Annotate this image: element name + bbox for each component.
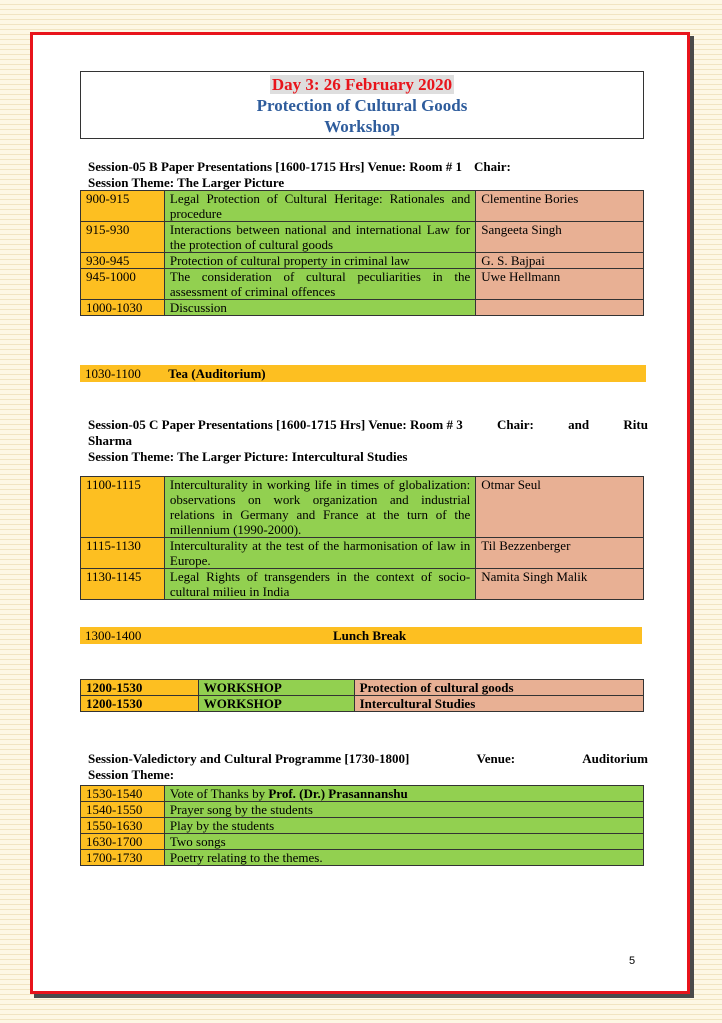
valedictory-row [81, 850, 644, 866]
workshop-topic: Protection of cultural goods [354, 680, 643, 696]
valedictory-row [81, 834, 644, 850]
valedictory-venue-value: Auditorium [582, 751, 648, 766]
workshop-time: 1200-1530 [81, 680, 199, 696]
topic-cell: Interactions between national and international Law for the protection of cultural goods [164, 222, 475, 253]
valedictory-row [81, 786, 644, 802]
valedictory-theme: Session Theme: [88, 767, 175, 782]
workshop-row [81, 696, 644, 712]
session-c-title: Session-05 C Paper Presentations [1600-1715 Hrs] Venue: Room # 3 [88, 417, 463, 432]
table-row [81, 253, 644, 269]
time-cell: 1130-1145 [81, 569, 165, 600]
topic-cell: Protection of cultural property in criminal law [164, 253, 475, 269]
workshop-type: WORKSHOP [198, 696, 354, 712]
presenter-cell: Til Bezzenberger [476, 538, 644, 569]
session-b-chair: Chair: [474, 159, 511, 174]
workshop-time: 1200-1530 [81, 696, 199, 712]
valedictory-time: 1630-1700 [81, 834, 165, 850]
page-number: 5 [629, 955, 636, 967]
time-cell: 915-930 [81, 222, 165, 253]
workshop-row [81, 680, 644, 696]
session-c-ritu: Ritu [623, 417, 648, 432]
tea-label: Tea (Auditorium) [168, 366, 266, 381]
valedictory-item: Play by the students [164, 818, 643, 834]
time-cell: 1100-1115 [81, 477, 165, 538]
valedictory-time: 1700-1730 [81, 850, 165, 866]
session-b-title: Session-05 B Paper Presentations [1600-1715 Hrs] Venue: Room # 1 [88, 159, 462, 174]
time-cell: 930-945 [81, 253, 165, 269]
topic-cell: Legal Rights of transgenders in the context of socio-cultural milieu in India [164, 569, 475, 600]
valedictory-time: 1550-1630 [81, 818, 165, 834]
session-c-theme: Session Theme: The Larger Picture: Intercultural Studies [88, 449, 408, 464]
time-cell: 945-1000 [81, 269, 165, 300]
topic-cell: Interculturality at the test of the harmonisation of law in Europe. [164, 538, 475, 569]
valedictory-heading [88, 751, 648, 783]
valedictory-table [80, 785, 644, 866]
session-c-table [80, 476, 644, 600]
tea-break-bar [80, 365, 646, 382]
topic-cell: Interculturality in working life in times of globalization: observations on work organization and industrial relations in Germany and France at the turn of the millennium (1990-2000). [164, 477, 475, 538]
time-cell: 1000-1030 [81, 300, 165, 316]
presenter-cell [476, 300, 644, 316]
session-b-heading [88, 159, 648, 191]
table-row [81, 269, 644, 300]
time-cell: 900-915 [81, 191, 165, 222]
session-b-table [80, 190, 644, 316]
lunch-label: Lunch Break [333, 628, 407, 643]
session-b-theme: Session Theme: The Larger Picture [88, 175, 285, 190]
presenter-cell: Otmar Seul [476, 477, 644, 538]
table-row [81, 191, 644, 222]
topic-cell: The consideration of cultural peculiarities in the assessment of criminal offences [164, 269, 475, 300]
presenter-cell: Uwe Hellmann [476, 269, 644, 300]
presenter-cell: Sangeeta Singh [476, 222, 644, 253]
day-title: Day 3: 26 February 2020 [271, 75, 453, 94]
event-title: Protection of Cultural Goods [256, 96, 468, 115]
lunch-break-bar [80, 627, 642, 644]
day-header-box [80, 71, 644, 139]
event-subtitle: Workshop [324, 117, 400, 136]
workshop-type: WORKSHOP [198, 680, 354, 696]
valedictory-item: Prayer song by the students [164, 802, 643, 818]
table-row [81, 222, 644, 253]
vote-name: Prof. (Dr.) Prasannanshu [268, 786, 408, 801]
table-row [81, 569, 644, 600]
lunch-time: 1300-1400 [85, 628, 142, 643]
valedictory-row [81, 802, 644, 818]
tea-time: 1030-1100 [85, 366, 141, 381]
presenter-cell: G. S. Bajpai [476, 253, 644, 269]
topic-cell: Discussion [164, 300, 475, 316]
presenter-cell: Namita Singh Malik [476, 569, 644, 600]
session-c-and: and [568, 417, 590, 432]
table-row [81, 477, 644, 538]
topic-cell: Legal Protection of Cultural Heritage: Rationales and procedure [164, 191, 475, 222]
valedictory-venue: Venue: [476, 751, 516, 766]
presenter-cell: Clementine Bories [476, 191, 644, 222]
valedictory-time: 1540-1550 [81, 802, 165, 818]
workshop-topic: Intercultural Studies [354, 696, 643, 712]
table-row [81, 300, 644, 316]
page [30, 32, 690, 994]
table-row [81, 538, 644, 569]
time-cell: 1115-1130 [81, 538, 165, 569]
session-c-chair: Chair: [497, 417, 534, 432]
valedictory-item [164, 786, 643, 802]
vote-prefix: Vote of Thanks by [169, 786, 269, 801]
valedictory-row [81, 818, 644, 834]
valedictory-title: Session-Valedictory and Cultural Programme [1730-1800] [88, 751, 410, 766]
session-c-heading [88, 417, 648, 465]
session-c-chair-name: Sharma [88, 433, 133, 448]
valedictory-time: 1530-1540 [81, 786, 165, 802]
workshop-table [80, 679, 644, 712]
valedictory-item: Poetry relating to the themes. [164, 850, 643, 866]
valedictory-item: Two songs [164, 834, 643, 850]
